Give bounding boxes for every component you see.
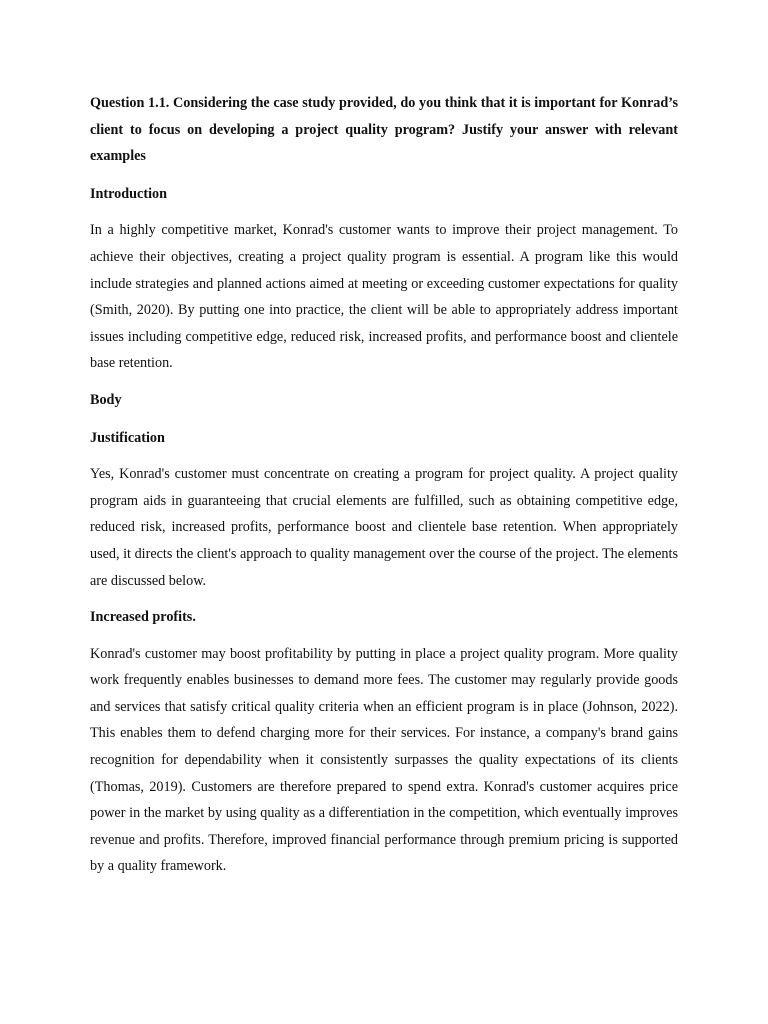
increased-profits-paragraph: Konrad's customer may boost profitability by putting in place a project quality program. More quality work frequently enables businesses to demand more fees. The customer may regularly provide goods and services that satisfy critical quality criteria when an efficient program is in place (Johnson, 2022). This enables them to defend charging more for their services. For instance, a company's brand gains recognition for dependability when it consistently surpasses the quality expectations of its clients (Thomas, 2019). Customers are therefore prepared to spend extra. Konrad's customer acquires price power in the market by using quality as a differentiation in the competition, which eventually improves revenue and profits. Therefore, improved financial performance through premium pricing is supported by a quality framework. (90, 645, 678, 875)
document-page (90, 90, 678, 890)
justification-paragraph: Yes, Konrad's customer must concentrate on creating a program for project quality. A project quality program aids in guaranteeing that crucial elements are fulfilled, such as obtaining competitive edge, reduced risk, increased profits, performance boost and clientele base retention. When appropriately used, it directs the client's approach to quality management over the course of the project. The elements are discussed below. (90, 466, 678, 589)
justification-heading: Justification (90, 429, 165, 446)
body-heading: Body (90, 391, 122, 408)
question-text: Question 1.1. Considering the case study provided, do you think that it is important for Konrad’s client to focus on developing a project quality program? Justify your answer with relevant examples (90, 95, 678, 165)
increased-profits-heading: Increased profits. (90, 609, 196, 626)
introduction-paragraph: In a highly competitive market, Konrad's customer wants to improve their project management. To achieve their objectives, creating a project quality program is essential. A program like this would include strategies and planned actions aimed at meeting or exceeding customer expectations for quality (Smith, 2020). By putting one into practice, the client will be able to appropriately address important issues including competitive edge, reduced risk, increased profits, and performance boost and clientele base retention. (90, 222, 678, 372)
introduction-heading: Introduction (90, 185, 167, 202)
